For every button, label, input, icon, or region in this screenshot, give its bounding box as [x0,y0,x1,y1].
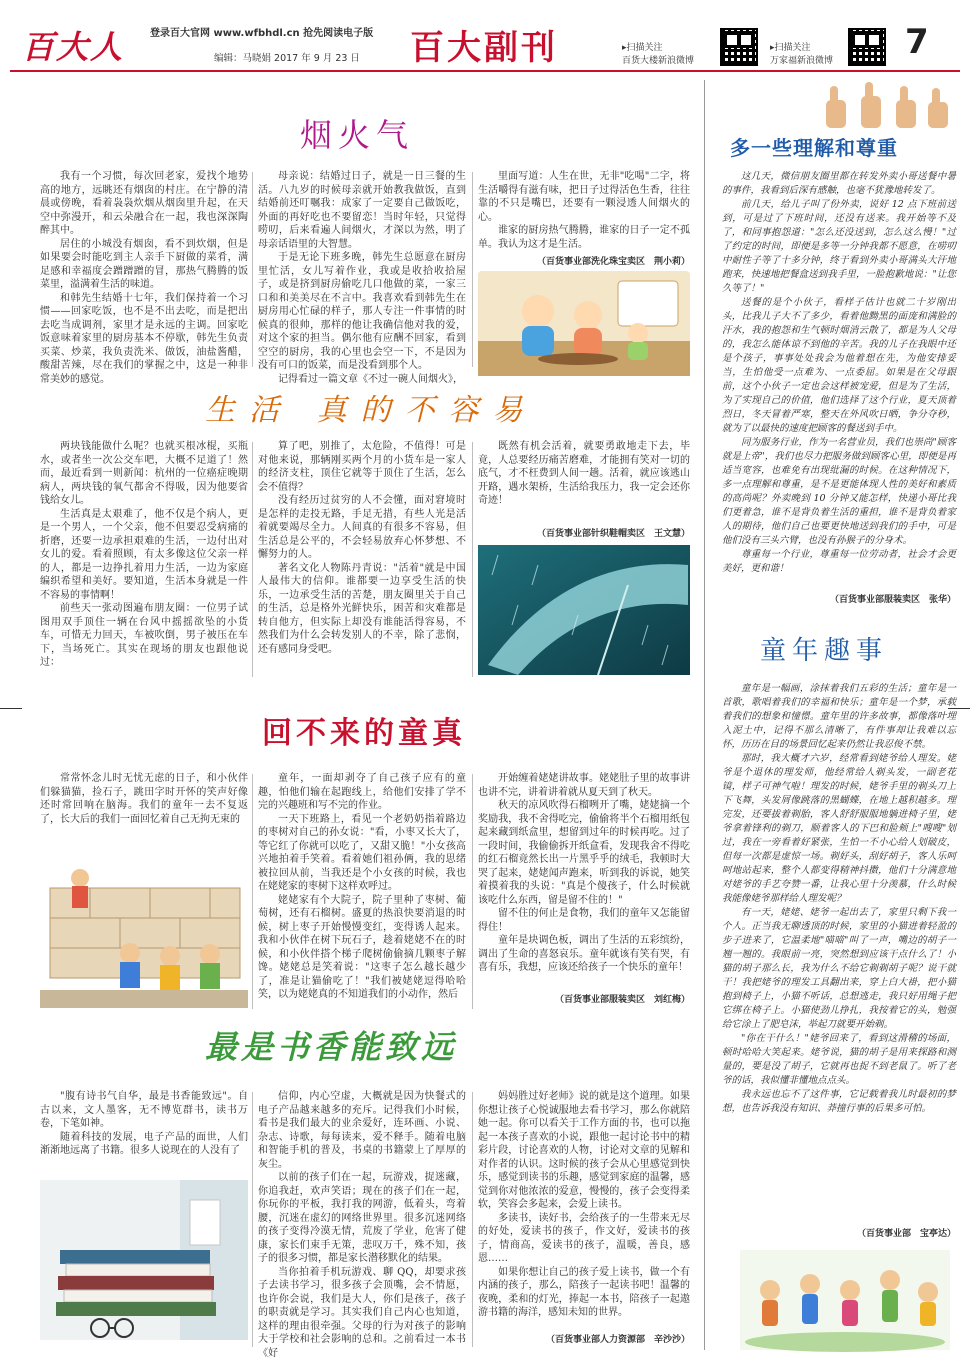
children-wall-illustration [40,858,248,1008]
qr-code-icon [848,28,886,66]
paragraph: 当你拍着手机玩游戏、聊 QQ，却要求孩子去读书学习，很多孩子会顶嘴，会不情愿，也许你会说，我们是大人，你们是孩子，孩子的职责就是学习。其实我们自己内心也知道，这样的理由很牵强。父母的行为对孩子的影响大于学校和社会影响的总和。之前看过一本书《好 [258,1266,466,1360]
kitchen-illustration [478,271,690,376]
paragraph: 和韩先生结婚十七年，我们保持着一个习惯——回家吃饭，也不是不出去吃，而是把出去吃当成调剂，家里才是永远的主调。回家吃饭意味着家里的厨房基本不停歇，韩先生负责买菜、炒菜，我负责洗米、做饭，油盐酱醋，酸甜苦辣，尽在我们的掌握之中，这是一种非常美妙的感觉。 [40,292,248,387]
paragraph: 以前的孩子们在一起，玩游戏，捉迷藏，你追我赶，欢声笑语；现在的孩子们在一起，你玩你的平板，我打我的网游，低着头，弯着腰，沉迷在虚幻的网络世界里。很多沉迷网络的孩子变得冷漠无情，荒废了学业，危害了健康，家长们束手无策，悲叹万千，殊不知，孩子的很多习惯，都是家长潜移默化的结果。 [258,1171,466,1266]
paragraph: 居住的小城没有烟囱，看不到炊烟，但是如果要会时能吃到主人亲手下厨做的菜肴，满足感和幸福度会蹭蹭蹭的冒，那热气腾腾的饭菜里，溢满着生活的味道。 [40,238,248,292]
site-line: 登录百大官网 www.wfbhdl.cn 抢先阅读电子版 [150,24,373,39]
paragraph: 留不住的何止是食物，我们的童年又怎能留得住！ [478,907,690,934]
paragraph: "腹有诗书气自华，最是书香能致远"。自古以来，文人墨客，无不博览群书，读书万卷，下笔如神。 [40,1090,248,1131]
byline: （百货事业部 宝亭达） [722,1226,956,1239]
paragraph: 姥姥家有个大院子，院子里种了枣树、葡萄树，还有石榴树。盛夏的热浪快要消退的时候，树上枣子开始慢慢变红，变得诱人起来。我和小伙伴在树下玩石子，趁着姥姥不在的时候，和小伙伴搭个梯子爬树偷偷摘几颗枣子解馋。姥姥总是笑着说："这枣子怎么越长越少了，准是让猫偷吃了！"我们被姥姥逗得哈哈笑，以为姥姥真的不知道我们的小动作，然后 [258,894,466,1002]
article-title: 回不来的童真 [262,708,466,752]
paragraph: 谁家的厨房热气腾腾，谁家的日子一定不孤单。我认为这才是生活。 [478,224,690,251]
column-divider [472,774,473,1009]
paragraph: 我永远也忘不了这件事，它记载着我儿时最初的梦想，也告诉我没有知识、莽撞行事的后果多可怕。 [722,1088,956,1116]
column-divider [472,172,473,367]
article-column [478,772,690,1012]
paragraph: 同为服务行业，作为一名营业员，我们也崇尚"顾客就是上帝"，我们也尽力把服务做到顾客心里，即便是再适当宽容，也难免有出现纰漏的时候。在这种情况下，多一点理解和尊重，是不是更能体现人性的美好和素质的高尚呢？外卖晚到 10 分钟又能怎样，快递小哥比我们更着急，谁不是背负着生活的重担，谁不是背负着家人的期待，他们自己也要更快地送到我们的手中，可是他们没有三头六臂，也没有孙猴子的分身术。 [722,436,956,548]
children-playing-illustration [740,1250,950,1350]
paragraph: 如果你想让自己的孩子爱上读书，做一个有内涵的孩子，那么，陪孩子一起读书吧！温馨的夜晚，柔和的灯光，捧起一本书，陪孩子一起遨游书籍的海洋，感知未知的世界。 [478,1266,690,1320]
paragraph: 两块钱能做什么呢？也就买根冰棍，买瓶水，或者坐一次公交车吧，大概不足道了！然而，最近看到一则新闻：杭州的一位癌症晚期病人，两块钱的氧气都舍不得吸，因为他要省钱给女儿。 [40,440,248,508]
byline: （百货事业部人力资源部 辛沙沙） [478,1332,690,1345]
column-divider [252,442,253,677]
paragraph: 妈妈胜过好老师》说的就是这个道理。如果你想让孩子心悦诚服地去看书学习，那么你就陪她一起。你可以看关于工作方面的书，也可以拖起一本孩子喜欢的小说，跟他一起讨论书中的精彩片段，讨论喜欢的人物，讨论对文章的见解和对作者的认识。这时候的孩子会从心里感觉到快乐，感觉到读书的乐趣，感觉到家庭的温馨，感觉到你对他浓浓的爱意，慢慢的，孩子会变得柔软，笑容会多起来，会爱上读书。 [478,1090,690,1212]
paragraph: 有一天，姥姥、姥爷一起出去了，家里只剩下我一个人。正当我无聊透顶的时候，家里的小猫进着轻盈的步子进来了，它温柔地"喵喵"叫了一声，嘴边的胡子一翘一翘的。我眼前一亮，突然想到应该干点什么了！小猫的胡子那么长，我为什么不给它剃剃胡子呢？说干就干！我把姥爷的理发工具翻出来，穿上白大褂，把小猫抱到椅子上，小猫不听话，总想逃走，我只好用绳子把它绑在椅子上。小猫使劲儿挣扎，我按着它的头，勉强给它涂上了肥皂沫，举起刀就要开始剃。 [722,906,956,1032]
article-column [258,440,466,680]
byline: （百货事业部服装卖区 张华） [722,592,956,605]
paragraph: 那时，我大概才六岁，经常看到姥爷给人理发。姥爷是个退休的理发师，他经常给人剃头发，一副老花镜，样子可神气啦！理发的时候，姥爷手里的剃头刀上下飞舞，头发屑像跳落的黑蝴蝶，在地上越积越多。理完发，还要拔着剃胎，客人舒舒服服地躺进椅子里，姥爷拿着锋利的剃刀，顺着客人的下巴和脸颊上"嗖嗖"划过，我在一旁看着好紧张，生怕一不小心给人划破皮，但每一次都是虚惊一场。剃好头，刮好胡子，客人乐呵呵地站起来，整个人都变得精神抖擞，他们十分满意地对姥爷的手艺夸赞一番，让我心里十分羡慕，什么时候我能像姥爷那样给人理发呢？ [722,752,956,906]
sidebar-divider [704,80,705,1350]
article-column [40,440,248,680]
article-column [478,440,690,680]
paragraph: 这几天，微信朋友圈里都在转发外卖小哥送餐中暑的事件，我看到后深有感触，也毫不犹豫地转发了。 [722,170,956,198]
umbrella-rain-photo [478,545,690,675]
paragraph: 尊重每一个行业，尊重每一位劳动者，社会才会更美好，更和谐！ [722,548,956,576]
follow-weibo-1: ▸扫描关注 百货大楼新浪微博 [622,42,694,68]
paragraph: 里面写道：人生在世，无非"吃喝"二字，将生活嚼得有滋有味，把日子过得活色生香，往往靠的不只是嘴巴，还要有一颗浸透人间烟火的心。 [478,170,690,224]
paragraph: 记得看过一篇文章《不过一碗人间烟火》， [258,373,466,387]
paragraph: 开始缠着姥姥讲故事。姥姥肚子里的故事讲也讲不完，讲着讲着就从夏天到了秋天。 [478,772,690,799]
editor-line: 编辑：马晓娟 2017 年 9 月 23 日 [214,50,360,64]
column-divider [472,1092,473,1347]
paragraph: 随着科技的发展，电子产品的面世，人们渐渐地远离了书籍。很多人说现在的人没有了 [40,1131,248,1158]
byline: （百货事业部针织鞋帽卖区 王文慧） [478,526,690,539]
column-divider [252,1092,253,1347]
crop-mark [0,708,22,709]
paragraph: 多读书，读好书，会给孩子的一生带来无尽的好处，爱读书的孩子，作文好，爱读书的孩子，情商高，爱读书的孩子，温暖，善良，感恩…… [478,1212,690,1266]
column-divider [252,172,253,367]
article-column [40,1090,248,1350]
paragraph: 母亲说：结婚过日子，就是一日三餐的生活。八九岁的时候母亲就开始教我做饭，直到结婚前还叮嘱我：成家了一定要自己做饭吃，外面的再好吃也不要留恋！当时年轻，只觉得唠叨，后来看遍人间烟火，才深以为然，明了母亲话语里的大智慧。 [258,170,466,251]
paragraph: 一天下班路上，看见一个老奶奶指着路边的枣树对自己的孙女说："看，小枣又长大了，等它红了你就可以吃了，又甜又脆！"小女孩高兴地拍着手笑着。看着她们祖孙俩，我的思绪被拉回从前，当我还是个小女孩的时候，我也在姥姥家的枣树下这样欢呼过。 [258,813,466,894]
article-column [258,772,466,1012]
byline: （百货事业部服装卖区 刘红梅） [478,992,690,1005]
sidebar-title: 多一些理解和尊重 [730,132,898,161]
article-column [258,170,466,370]
section-title: 百大副刊 [410,20,558,69]
paragraph: 信仰，内心空虚，大概就是因为快餐式的电子产品越来越多的充斥。记得我们小时候，看书是我们最大的业余爱好，连环画、小说、杂志、诗歌，每每读来，爱不释手。随着电脑和智能手机的普及，书桌的书籍蒙上了厚厚的灰尘。 [258,1090,466,1171]
paragraph: 算了吧，别推了，太危险，不值得！可是对他来说，那辆刚买两个月的小货车是一家人的经济支柱，顶住它就等于顶住了生活，怎么会不值得？ [258,440,466,494]
article-title: 生活 真的不容易 [205,385,537,429]
byline: （百货事业部洗化珠宝卖区 荆小莉） [478,254,690,267]
sidebar-article [722,682,956,1242]
paragraph: 著名文化人物陈丹青说："活着"就是中国人最伟大的信仰。谁都要一边享受生活的快乐，一边承受生活的苦楚，朋友圈里关于自己的生活，总是格外光鲜快乐，困苦和灾难都是转自他方，但实际上却没有谁能活得容易，不然我们为什么会转发别人的不幸，除了悲悯，还有感同身受吧。 [258,562,466,657]
article-column [40,170,248,370]
article-title: 烟火气 [300,110,414,156]
page-number: 7 [905,22,929,62]
article-column [478,170,690,370]
paragraph: 前几天，给儿子叫了份外卖，说好 12 点下班前送到，可是过了下班时间，还没有送来。我开始等不及了，和同事抱怨道："怎么还没送到，怎么这么慢！"过了约定的时间，即便是多等一分钟我都不愿意，在唠叨中耐性子等了十多分钟，终于看到外卖小哥满头大汗地跑来，快速地把餐盒送到我手里，一脸抱歉地说："让您久等了！" [722,198,956,296]
qr-code-icon [720,28,758,66]
paragraph: 前些天一张动图遍布朋友圈：一位男子试图用双手顶住一辆在台风中摇摇欲坠的小货车，可惜无力回天，车被吹倒，男子被压在车下，当场死亡。其实在现场的朋友也跟他说过： [40,602,248,670]
sidebar-title: 童年趣事 [760,630,888,667]
paragraph: 常常怀念儿时无忧无虑的日子，和小伙伴们躲猫猫，捡石子，跳田字时开怀的笑声好像还时常回响在脑海。我们的童年一去不复返了，长大后的我们一面回忆着自己无拘无束的 [40,772,248,826]
newspaper-logo: 百大人 [22,22,124,68]
paragraph: 于是无论下班多晚，韩先生总愿意在厨房里忙活，女儿写着作业，我或是收拾收拾屋子，或是挤到厨房偷吃几口他做的菜，一家三口和和美美尽在不言中。我喜欢看到韩先生在厨房用心忙碌的样子，那人专注一件事情的时候真的很帅，那样的他让我确信他对我的爱，对这个家的担当。偶尔他有应酬不回家，看到空空的厨房，我的心里也会空一下，不是因为没有可口的饭菜，而是没看到那个人。 [258,251,466,373]
books-glasses-photo [40,1180,248,1340]
article-column [40,772,248,1012]
article-column [478,1090,690,1352]
paragraph: 童年是块调色板，调出了生活的五彩缤纷，调出了生命的喜怒哀乐。童年就该有笑有哭，有喜有乐，我想，应该还给孩子一个快乐的童年！ [478,934,690,975]
masthead [0,0,970,70]
follow-weibo-2: ▸扫描关注 万家福新浪微博 [770,42,833,68]
paragraph: 童年是一幅画，涂抹着我们五彩的生活；童年是一首歌，歌唱着我们的幸福和快乐；童年是一个梦，承载着我们的想象和憧憬。童年里的许多故事，都像落叶埋入泥土中，记得不那么清晰了，有件事却让我难以忘怀，历历在目的场景回忆起来仍然让我忍俊不禁。 [722,682,956,752]
article-column [258,1090,466,1350]
column-divider [252,774,253,1009]
paragraph: 送餐的是个小伙子，看样子估计也就二十岁刚出头，比我儿子大不了多少，看着他黝黑的面庞和满脸的汗水，我的抱怨和生气顿时烟消云散了，都是为人父母的，我怎么能体谅不到他的辛苦。我的儿子在我眼中还是个孩子，事事处处我会为他着想在先，为他安排妥当，生怕他受一点难为、一点委屈。如果是在父母跟前，这个小伙子一定也会这样被宠爱，但是为了生活，为了实现自己的价值，他们选择了这个行业，夏天顶着烈日，冬天冒着严寒，整天在外风吹日晒，争分夺秒，就为了以最快的速度把顾客的餐送到手中。 [722,296,956,436]
paragraph: 生活真是太艰难了，他不仅是个病人，更是一个男人，一个父亲，他不但要忍受病痛的折磨，还要一边承担艰难的生活，一边付出对女儿的爱。看着照顾，有太多像这位父亲一样的人，都是一边挣扎着用力生活，一边为家庭编织希望和美好。要知道，生活本身就是一件不容易的事情啊！ [40,508,248,603]
paragraph: 没有经历过贫穷的人不会懂，面对窘境时是怎样的走投无路，手足无措，有些人光是活着就要竭尽全力。人间真的有很多不容易，但生活总是公平的，不会轻易放弃心怀梦想、不懈努力的人。 [258,494,466,562]
thumbs-up-illustration [816,82,956,130]
sidebar-article [722,170,956,610]
column-divider [472,442,473,677]
paragraph: 秋天的凉风吹得石榴咧开了嘴，姥姥摘一个奖励我，我不舍得吃完，偷偷将半个石榴用纸包起来藏到纸盒里，想留到过年的时候再吃。过了一段时间，我偷偷拆开纸盒看，发现我舍不得吃的红石榴竟然长出一片黑乎乎的绒毛，我顿时大哭了起来，姥姥闻声跑来，听到我的诉说，她笑着摸着我的头说："真是个傻孩子，什么时候就该吃什么东西，留是留不住的！" [478,799,690,907]
paragraph: "你在干什么！"姥爷回来了，看到这滑稽的场面，顿时哈哈大笑起来。姥爷说，猫的胡子是用来探路和测量的，要是没了胡子，它就再也捉不到老鼠了。听了老爷的话，我似懂非懂地点点头。 [722,1032,956,1088]
paragraph: 既然有机会活着，就要勇敢地走下去，毕竟，人总要经历痛苦磨难，才能拥有笑对一切的底气，才不枉费到人间一趟。活着，就应该逃山开路，遇水架桥，生活给我压力，我一定会还你奇迹！ [478,440,690,508]
crop-mark [948,708,970,709]
article-title: 最是书香能致远 [205,1022,457,1068]
paragraph: 我有一个习惯，每次回老家，爱找个地势高的地方，远眺还有烟囱的村庄。在宁静的清晨或傍晚，看着袅袅炊烟从烟囱里升起，在天空中弥漫开，和云朵融合在一起，我也深深陶醉其中。 [40,170,248,238]
paragraph: 童年，一面却剥夺了自己孩子应有的童趣，怕他们输在起跑线上，给他们安排了学不完的兴趣班和写不完的作业。 [258,772,466,813]
header-divider [10,70,960,72]
